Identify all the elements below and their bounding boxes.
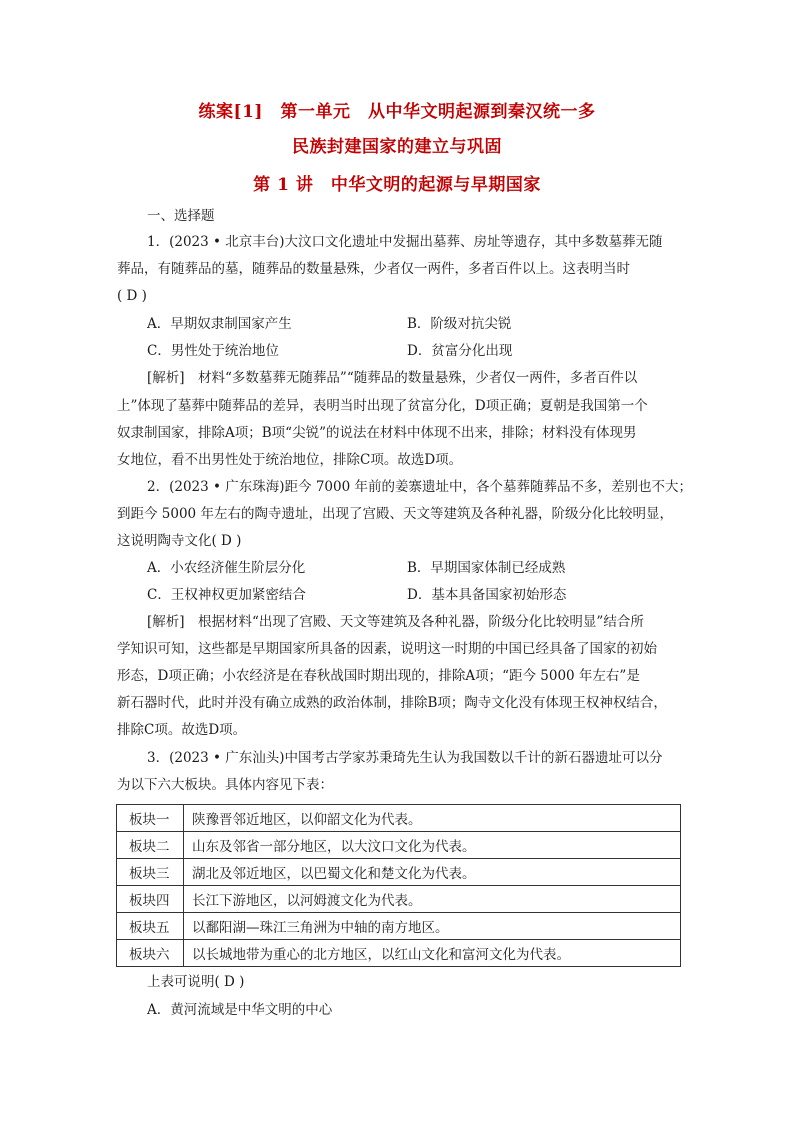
block-name: 板块二 bbox=[117, 832, 184, 859]
q1-analysis-line: 上”体现了墓葬中随葬品的差异，表明当时出现了贫富分化，D项正确；夏朝是我国第一个 bbox=[117, 398, 648, 414]
q3-question-line: 上表可说明( D ) bbox=[147, 974, 245, 990]
q2-stem-line: 这说明陶寺文化( D ) bbox=[117, 533, 242, 549]
neolithic-blocks-table bbox=[116, 804, 681, 967]
block-name: 板块六 bbox=[117, 940, 184, 967]
q2-option-a: A．小农经济催生阶层分化 bbox=[147, 560, 306, 576]
q1-stem-line: 1．(2023 • 北京丰台)大汶口文化遗址中发掘出墓葬、房址等遗存，其中多数墓葬无随 bbox=[147, 234, 663, 250]
unit-title: 民族封建国家的建立与巩固 bbox=[292, 137, 502, 157]
q2-analysis-line: [解析] 根据材料“出现了宫殿、天文等建筑及各种礼器，阶级分化比较明显”结合所 bbox=[147, 614, 644, 630]
q1-answer: ( D ) bbox=[117, 288, 147, 304]
section-heading: 一、选择题 bbox=[147, 208, 215, 224]
block-name: 板块五 bbox=[117, 913, 184, 940]
q2-option-c: C．王权神权更加紧密结合 bbox=[147, 587, 306, 603]
block-description: 以鄱阳湖—珠江三角洲为中轴的南方地区。 bbox=[184, 913, 681, 940]
q1-option-a: A．早期奴隶制国家产生 bbox=[147, 316, 292, 332]
table-row bbox=[117, 913, 681, 940]
q1-option-d: D．贫富分化出现 bbox=[407, 343, 513, 359]
q3-stem-line: 3．(2023 • 广东汕头)中国考古学家苏秉琦先生认为我国数以千计的新石器遗址可以分 bbox=[147, 750, 663, 766]
q1-option-c: C．男性处于统治地位 bbox=[147, 343, 279, 359]
q1-stem-line: 葬品，有随葬品的墓，随葬品的数量悬殊，少者仅一两件，多者百件以上。这表明当时 bbox=[117, 261, 630, 277]
q1-option-b: B．阶级对抗尖锐 bbox=[407, 316, 512, 332]
q2-option-b: B．早期国家体制已经成熟 bbox=[407, 560, 566, 576]
block-description: 以长城地带为重心的北方地区，以红山文化和富河文化为代表。 bbox=[184, 940, 681, 967]
exercise-title: 练案[1] 第一单元 从中华文明起源到秦汉统一多 bbox=[198, 102, 596, 122]
lesson-title: 第 1 讲 中华文明的起源与早期国家 bbox=[253, 175, 541, 195]
q2-analysis-line: 形态，D项正确；小农经济是在春秋战国时期出现的，排除A项；“距今 5000 年左右”是 bbox=[117, 668, 640, 684]
q2-analysis-line: 新石器时代，此时并没有确立成熟的政治体制，排除B项；陶寺文化没有体现王权神权结合， bbox=[117, 695, 667, 711]
block-description: 湖北及邻近地区，以巴蜀文化和楚文化为代表。 bbox=[184, 859, 681, 886]
block-name: 板块一 bbox=[117, 805, 184, 832]
block-name: 板块四 bbox=[117, 886, 184, 913]
table-row bbox=[117, 832, 681, 859]
q1-analysis-line: [解析] 材料“多数墓葬无随葬品”“随葬品的数量悬殊，少者仅一两件，多者百件以 bbox=[147, 370, 638, 386]
q2-analysis-line: 排除C项。故选D项。 bbox=[117, 722, 247, 738]
q3-option-a: A．黄河流域是中华文明的中心 bbox=[147, 1002, 333, 1018]
table-row bbox=[117, 859, 681, 886]
q2-stem-line: 2．(2023 • 广东珠海)距今 7000 年前的姜寨遗址中，各个墓葬随葬品不多，差别也不大； bbox=[147, 479, 692, 495]
block-description: 长江下游地区，以河姆渡文化为代表。 bbox=[184, 886, 681, 913]
q1-analysis-line: 女地位，看不出男性处于统治地位，排除C项。故选D项。 bbox=[117, 452, 463, 468]
table-row bbox=[117, 805, 681, 832]
block-description: 陕豫晋邻近地区，以仰韶文化为代表。 bbox=[184, 805, 681, 832]
q1-analysis-line: 奴隶制国家，排除A项；B项“尖锐”的说法在材料中体现不出来，排除；材料没有体现男 bbox=[117, 425, 637, 441]
block-name: 板块三 bbox=[117, 859, 184, 886]
table-row bbox=[117, 886, 681, 913]
q2-option-d: D．基本具备国家初始形态 bbox=[407, 587, 567, 603]
q2-analysis-line: 学知识可知，这些都是早期国家所具备的因素，说明这一时期的中国已经具备了国家的初始 bbox=[117, 641, 657, 657]
table-row bbox=[117, 940, 681, 967]
block-description: 山东及邻省一部分地区，以大汶口文化为代表。 bbox=[184, 832, 681, 859]
q2-stem-line: 到距今 5000 年左右的陶寺遗址，出现了宫殿、天文等建筑及各种礼器，阶级分化比较明显， bbox=[117, 506, 673, 522]
q3-stem-line: 为以下六大板块。具体内容见下表： bbox=[117, 777, 333, 793]
